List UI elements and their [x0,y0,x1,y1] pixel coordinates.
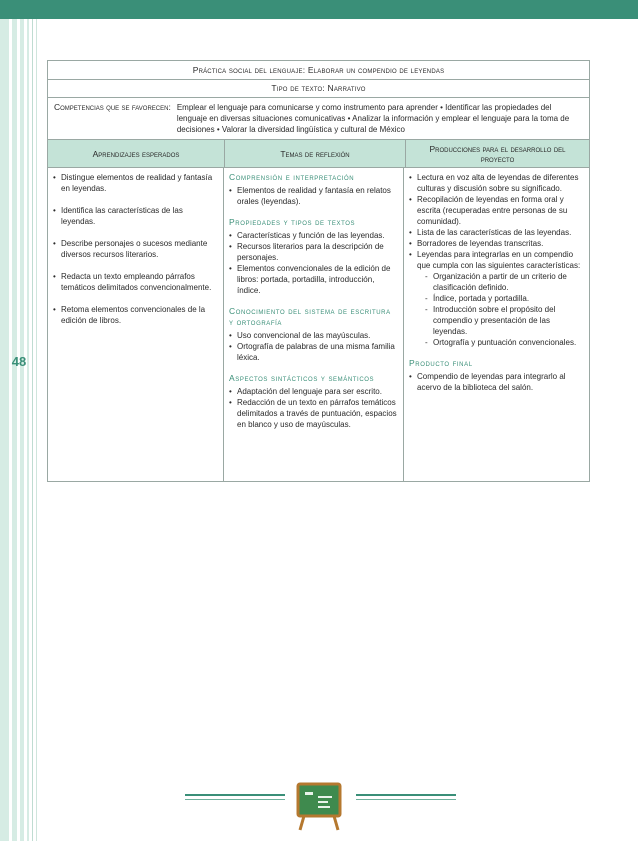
section-heading: Propiedades y tipos de textos [229,217,356,227]
sub-list-item: - Índice, portada y portadilla. [409,293,584,304]
top-banner [0,0,638,19]
header-productions: Producciones para el desarrollo del proyecto [429,143,566,164]
list-item: • Lista de las características de las leyendas. [409,227,584,238]
list-item: • Ortografía de palabras de una misma familia léxica. [229,341,398,363]
table-header-row [48,140,589,168]
list-item: • Identifica las características de las leyendas. [53,205,218,227]
section-heading: Producto final [409,358,473,368]
section-heading: Aspectos sintácticos y semánticos [229,373,375,383]
topic-section [229,172,398,207]
page-number: 48 [11,354,27,369]
list-item: • Compendio de leyendas para integrarlo al acervo de la biblioteca del salón. [409,371,584,393]
bottom-decoration [0,782,638,841]
topic-section [229,306,398,363]
list-item: • Redacta un texto empleando párrafos temáticos delimitados convencionalmente. [53,271,218,293]
topic-section [229,373,398,430]
competencies-row [48,98,589,140]
header-learning: Aprendizajes esperados [48,140,225,167]
final-product-section [409,358,584,393]
topic-section [229,217,398,296]
list-item: • Leyendas para integrarlas en un compendio que cumpla con las siguientes características: [409,249,584,271]
list-item: • Recopilación de leyendas en forma oral y escrita (recuperadas entre personas de su comunidad). [409,194,584,227]
sub-list-item: - Introducción sobre el propósito del compendio y presentación de las leyendas. [409,304,584,337]
productions-list [409,172,584,348]
list-item: • Describe personajes o sucesos mediante diversos recursos literarios. [53,238,218,260]
table-body-row [48,168,589,481]
curriculum-table [47,60,590,482]
list-item: • Redacción de un texto en párrafos temáticos delimitados a través de puntuación, espacios en blanco y uso de mayúsculas. [229,397,398,430]
list-item: • Uso convencional de las mayúsculas. [229,330,398,341]
list-item: • Elementos convencionales de la edición de libros: portada, portadilla, introducción, índice. [229,263,398,296]
list-item: • Características y función de las leyendas. [229,230,398,241]
list-item: • Recursos literarios para la descripción de personajes. [229,241,398,263]
competencies-label: Competencias que se favorecen: [54,102,171,112]
list-item: • Borradores de leyendas transcritas. [409,238,584,249]
list-item: • Distingue elementos de realidad y fantasía en leyendas. [53,172,218,194]
sub-list-item: - Organización a partir de un criterio de clasificación definido. [409,271,584,293]
list-item: • Lectura en voz alta de leyendas de diferentes culturas y discusión sobre su significado. [409,172,584,194]
list-item: • Adaptación del lenguaje para ser escrito. [229,386,398,397]
learning-column [48,168,224,481]
list-item: • Retoma elementos convencionales de la edición de libros. [53,304,218,326]
list-item: • Elementos de realidad y fantasía en relatos orales (leyendas). [229,185,398,207]
left-margin-stripes [0,19,40,841]
social-practice-title: Práctica social del lenguaje: Elaborar un compendio de leyendas [48,61,589,80]
productions-column [404,168,589,481]
section-heading: Conocimiento del sistema de escritura y ortografía [229,306,391,327]
section-heading: Comprensión e interpretación [229,172,355,182]
chalkboard-icon [296,782,342,832]
sub-list-item: - Ortografía y puntuación convencionales. [409,337,584,348]
text-type: Tipo de texto: Narrativo [48,80,589,98]
competencies-text: Emplear el lenguaje para comunicarse y como instrumento para aprender • Identificar las propiedades del lenguaje en diversas situaciones comunicativas • Analizar la información y emplear el lenguaje para la toma de decisiones • Valorar la diversidad lingüística y cultural de México [176,103,570,134]
topics-column [224,168,404,481]
header-topics: Temas de reflexión [225,140,406,167]
